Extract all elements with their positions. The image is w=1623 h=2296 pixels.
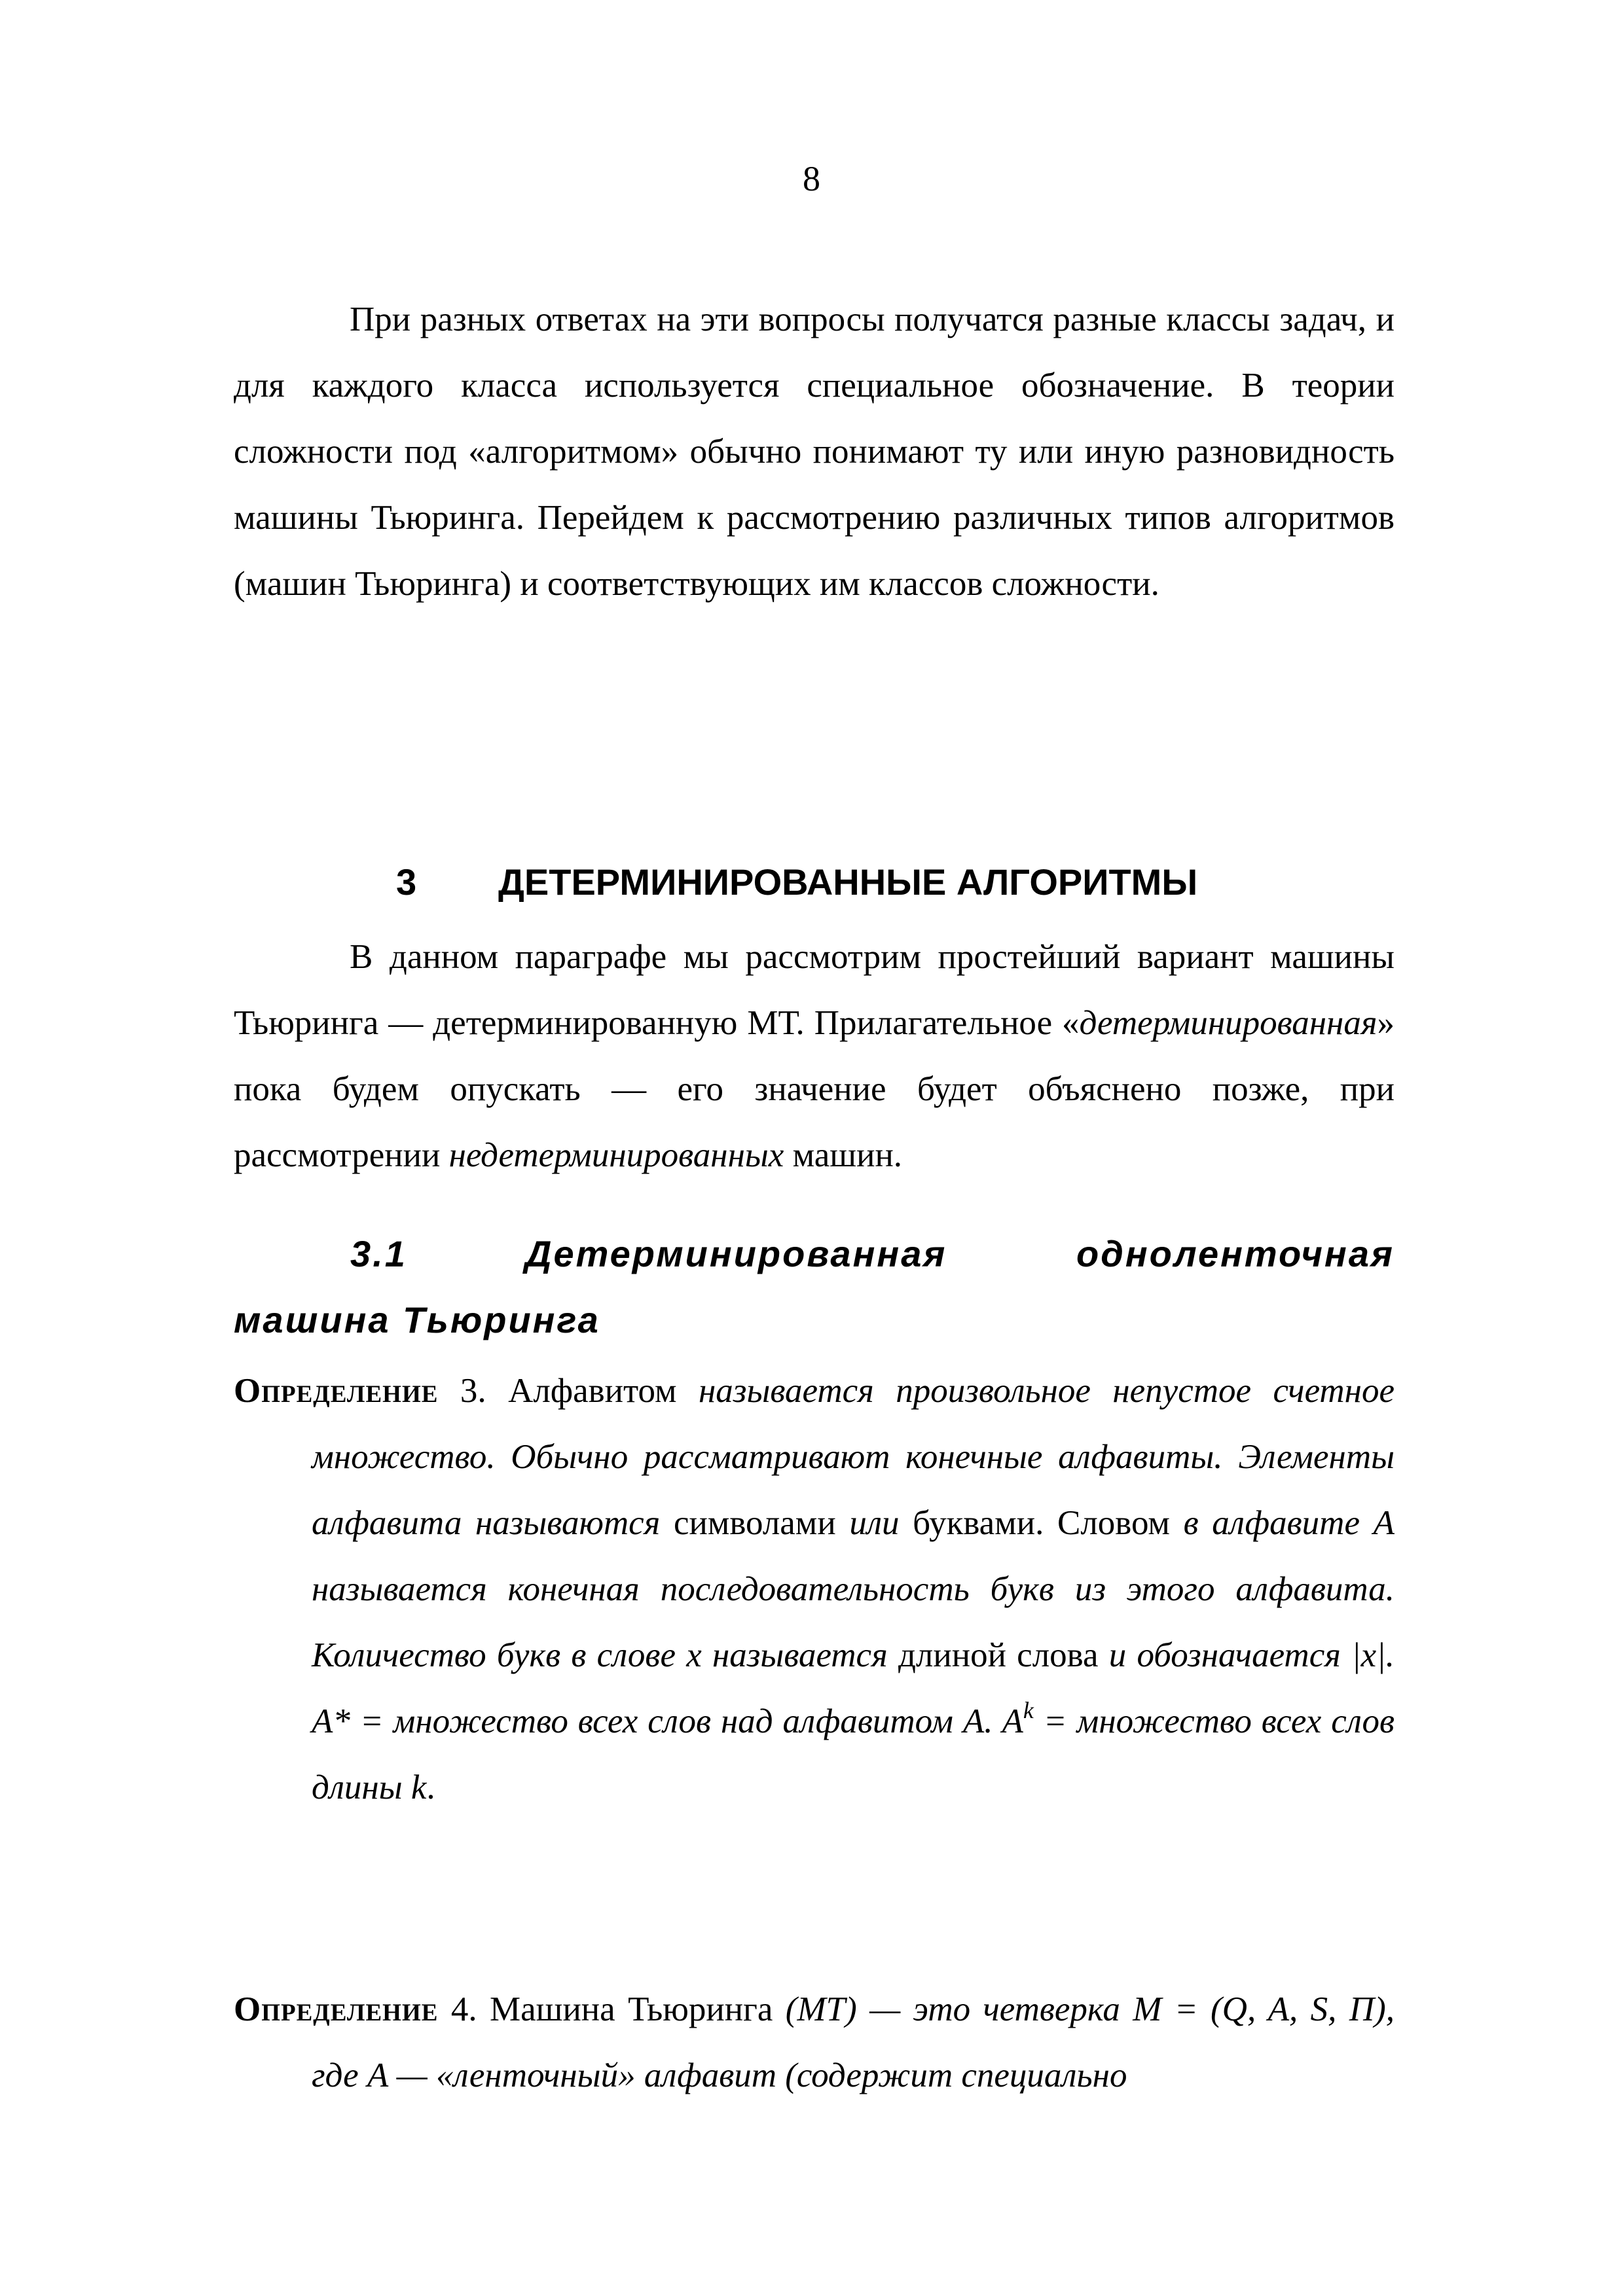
chapter-intro-block <box>234 924 1395 1189</box>
chapter-title: ДЕТЕРМИНИРОВАННЫЕ АЛГОРИТМЫ <box>498 861 1198 903</box>
definition-4-s1: (МТ) — это четверка M = (Q, A, S, П), где A — «ленточный» алфавит (содержит специально <box>312 1990 1395 2094</box>
section-title-word1: Детерминированная <box>525 1233 947 1274</box>
intro-paragraph: При разных ответах на эти вопросы получатся разные классы задач, и для каждого класса используется специальное обозначение. В теории сложности под «алгоритмом» обычно понимают ту или иную разновидность машины Тьюринга. Перейдем к рассмотрению различных типов алгоритмов (машин Тьюринга) и соответствующих им классов сложности. <box>234 300 1395 603</box>
definition-4 <box>234 1977 1395 2109</box>
chapter-text-a: В данном параграфе мы рассмотрим простейший вариант машины Тьюринга — детерминированную МТ. Прилагательное « <box>234 938 1395 1042</box>
definition-4-label: Определение <box>234 1990 439 2028</box>
definition-4-num: 4. Машина Тьюринга <box>438 1990 786 2028</box>
definition-3-s12: k <box>410 1768 427 1806</box>
chapter-heading <box>234 853 1395 912</box>
definition-3-s4: буквами. <box>913 1504 1044 1542</box>
chapter-number: 3 <box>396 861 417 903</box>
intro-block <box>234 287 1395 617</box>
definition-3-s10: k <box>1023 1697 1034 1723</box>
definition-3-num: 3. Алфавитом <box>438 1372 699 1410</box>
chapter-text-d: недетерминированных <box>448 1136 784 1174</box>
definition-3-s13: . <box>426 1768 435 1806</box>
definition-3-s9: |x|. A* = множество всех слов над алфавитом A. A <box>312 1636 1395 1740</box>
definition-3-s8: и обозначается <box>1098 1636 1352 1674</box>
chapter-intro-paragraph <box>234 924 1395 1189</box>
definition-3-s3: или <box>835 1504 913 1542</box>
definition-3-s6: в алфавите A называется конечная последовательность букв из этого алфавита. Количество букв в слове x называется <box>312 1504 1395 1674</box>
definition-3-s1: называется произвольное непустое счетное множество. Обычно рассматривают конечные алфавиты. Элементы алфавита называются <box>312 1372 1395 1542</box>
section-number: 3.1 <box>350 1233 407 1274</box>
definition-3-s2: символами <box>673 1504 836 1542</box>
chapter-text-e: машин. <box>784 1136 903 1174</box>
section-title-line2: машина Тьюринга <box>234 1299 600 1340</box>
chapter-text-b: детерминированная <box>1079 1004 1377 1042</box>
definition-3-s5: Словом <box>1044 1504 1184 1542</box>
section-heading-line1 <box>234 1221 1395 1287</box>
page-number: 8 <box>803 159 820 198</box>
section-heading <box>234 1221 1395 1353</box>
definition-3-s11: = множество всех слов длины <box>312 1702 1395 1806</box>
definition-3-s7: длиной слова <box>898 1636 1099 1674</box>
section-title-word2: одноленточная <box>1076 1233 1395 1274</box>
chapter-text-c: » пока будем опускать — его значение будет объяснено позже, при рассмотрении <box>234 1004 1395 1174</box>
definition-3-label: Определение <box>234 1372 439 1410</box>
definition-3 <box>234 1358 1395 1821</box>
